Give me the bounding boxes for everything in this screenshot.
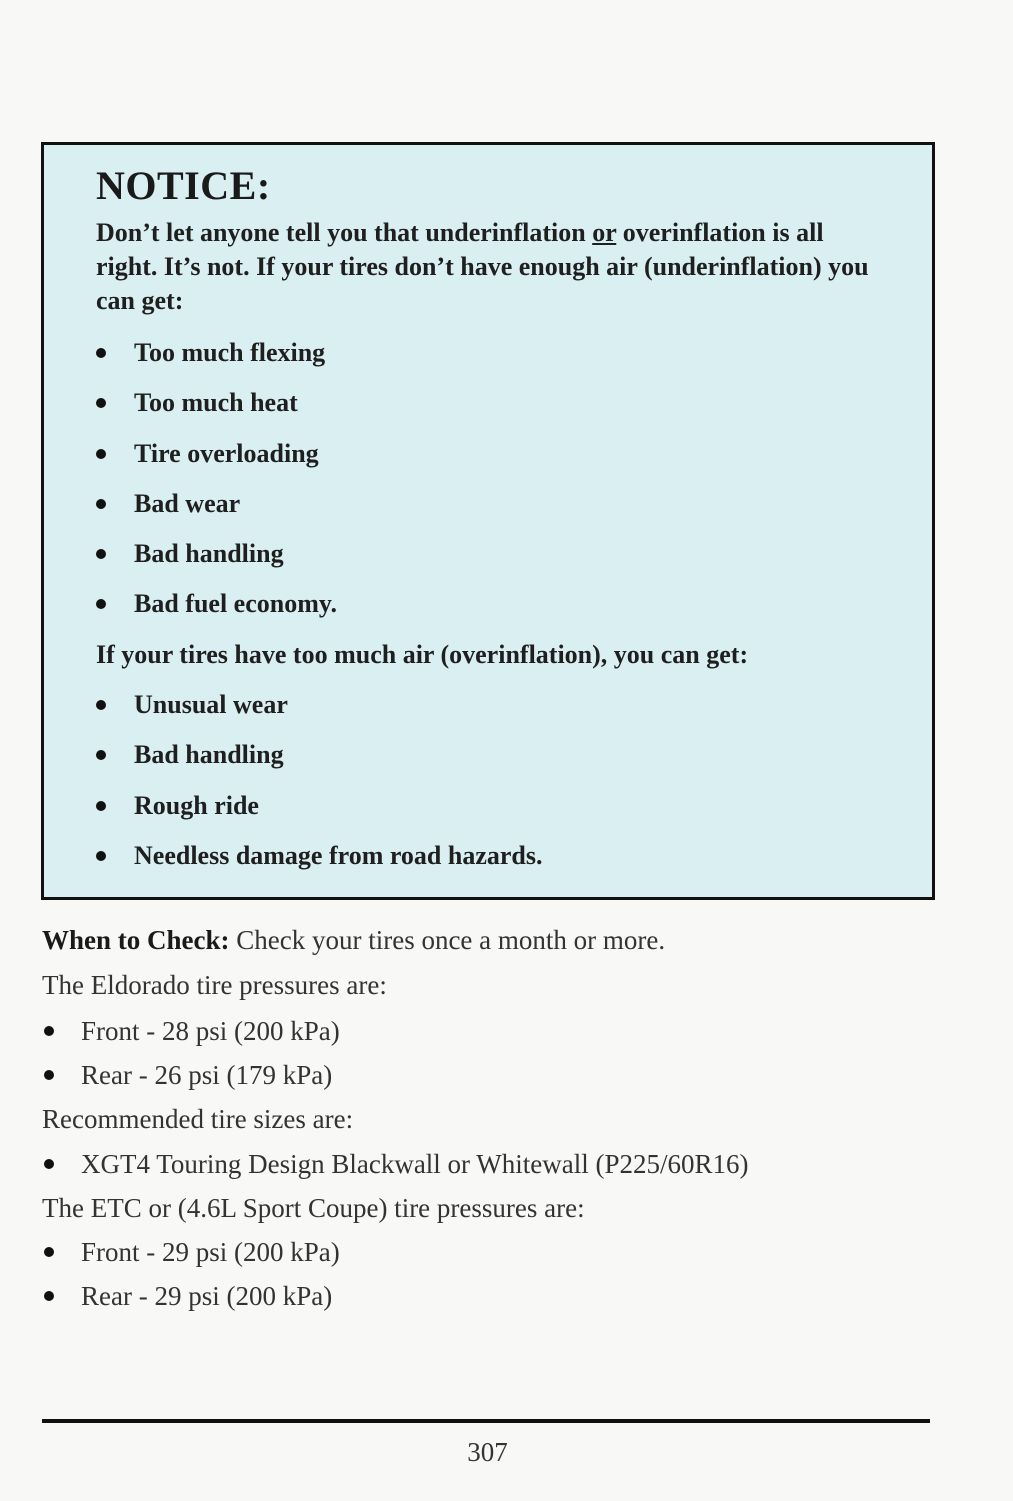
list-item	[96, 579, 337, 629]
list-item	[42, 1053, 340, 1097]
bullet-icon	[96, 750, 106, 760]
list-item	[42, 1274, 340, 1318]
bullet-icon	[96, 599, 106, 609]
when-to-check-label: When to Check:	[42, 925, 230, 955]
etc-pressure-list	[42, 1230, 340, 1319]
list-item	[96, 479, 337, 529]
when-to-check-text: Check your tires once a month or more.	[229, 925, 666, 955]
tire-sizes-intro: Recommended tire sizes are:	[42, 1104, 354, 1134]
overinflation-intro: If your tires have too much air (overinflation), you can get:	[96, 640, 749, 669]
bullet-icon	[96, 851, 106, 861]
list-item-text: Needless damage from road hazards.	[134, 840, 543, 870]
list-item	[96, 680, 543, 730]
eldorado-pressure-list	[42, 1009, 340, 1098]
list-item	[42, 1230, 340, 1274]
bullet-icon	[96, 700, 106, 710]
list-item-text: Rough ride	[134, 790, 259, 820]
list-item-text: Bad fuel economy.	[134, 589, 337, 619]
list-item-text: Too much flexing	[134, 338, 326, 367]
list-item	[42, 1142, 749, 1186]
page-number: 307	[467, 1437, 508, 1467]
bullet-icon	[44, 1026, 54, 1036]
bullet-icon	[96, 449, 106, 459]
list-item	[96, 781, 543, 831]
bullet-icon	[96, 398, 106, 408]
notice-title: NOTICE:	[96, 163, 271, 208]
bullet-icon	[96, 348, 106, 358]
notice-intro	[96, 216, 876, 318]
bullet-icon	[44, 1291, 54, 1301]
list-item-text: Bad wear	[134, 488, 241, 518]
footer-rule	[42, 1419, 930, 1423]
list-item-text: Front - 28 psi (200 kPa)	[81, 1016, 340, 1046]
list-item-text: Unusual wear	[134, 690, 288, 719]
list-item-text: XGT4 Touring Design Blackwall or Whitewall (P225/60R16)	[81, 1149, 749, 1179]
overinflation-list	[96, 680, 543, 881]
when-to-check-paragraph	[42, 918, 665, 962]
list-item	[42, 1009, 340, 1053]
bullet-icon	[44, 1247, 54, 1257]
bullet-icon	[96, 801, 106, 811]
list-item-text: Rear - 26 psi (179 kPa)	[81, 1060, 333, 1091]
list-item	[96, 529, 337, 579]
list-item-text: Too much heat	[134, 388, 298, 418]
underinflation-list	[96, 328, 337, 630]
bullet-icon	[44, 1159, 54, 1169]
list-item	[96, 730, 543, 780]
list-item	[96, 831, 543, 881]
list-item-text: Bad handling	[134, 539, 284, 569]
list-item-text: Bad handling	[134, 740, 284, 770]
bullet-icon	[44, 1070, 54, 1080]
list-item-text: Front - 29 psi (200 kPa)	[81, 1237, 340, 1267]
notice-intro-or: or	[592, 218, 617, 247]
notice-intro-part-1: Don’t let anyone tell you that underinflation	[96, 218, 593, 247]
list-item	[96, 328, 337, 378]
etc-intro: The ETC or (4.6L Sport Coupe) tire pressures are:	[42, 1193, 585, 1223]
bullet-icon	[96, 549, 106, 559]
bullet-icon	[96, 499, 106, 509]
tire-sizes-list	[42, 1142, 749, 1186]
list-item-text: Rear - 29 psi (200 kPa)	[81, 1281, 333, 1312]
list-item	[96, 378, 337, 428]
notice-intro-part-2: overinflation is all right. It’s not. If your tires don’t have enough air (underinflation) you can get:	[96, 218, 869, 315]
list-item-text: Tire overloading	[134, 438, 319, 468]
list-item	[96, 429, 337, 479]
eldorado-intro: The Eldorado tire pressures are:	[42, 970, 387, 1000]
